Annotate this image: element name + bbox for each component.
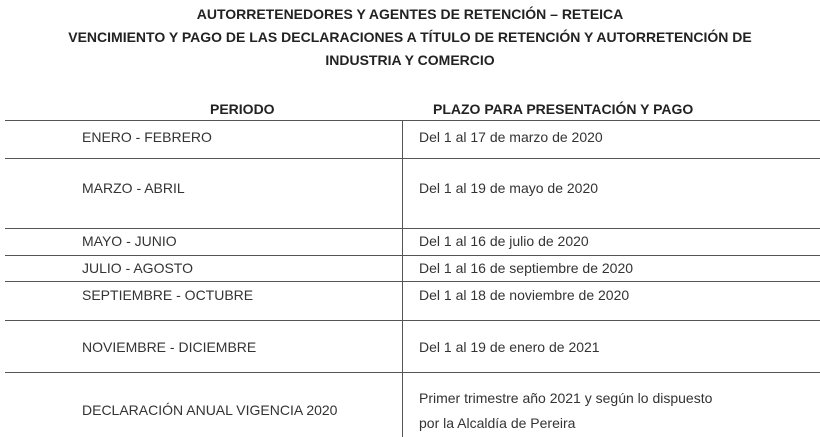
row-divider: [5, 228, 820, 229]
table-row-periodo: ENERO - FEBRERO: [82, 129, 212, 145]
row-divider: [5, 372, 820, 373]
table-row-plazo: Del 1 al 18 de noviembre de 2020: [419, 287, 630, 303]
table-row-periodo: NOVIEMBRE - DICIEMBRE: [82, 339, 257, 355]
table-row-periodo: MARZO - ABRIL: [82, 180, 185, 196]
table-row-periodo: DECLARACIÓN ANUAL VIGENCIA 2020: [82, 402, 338, 418]
row-divider: [5, 320, 820, 321]
table-row-plazo: Del 1 al 17 de marzo de 2020: [419, 129, 603, 145]
row-divider: [5, 158, 820, 159]
header-divider: [5, 120, 820, 121]
row-divider: [5, 281, 820, 282]
table-row-periodo: MAYO - JUNIO: [82, 233, 177, 249]
header-plazo: PLAZO PARA PRESENTACIÓN Y PAGO: [433, 101, 694, 117]
table-row-plazo: Primer trimestre año 2021 y según lo dispuesto por la Alcaldía de Pereira: [419, 390, 713, 431]
table-row-plazo: Del 1 al 19 de mayo de 2020: [419, 180, 599, 196]
document-title-line-1: AUTORRETENEDORES Y AGENTES DE RETENCIÓN – RETEICA: [196, 6, 624, 22]
document-title-line-2: VENCIMIENTO Y PAGO DE LAS DECLARACIONES A TÍTULO DE RETENCIÓN Y AUTORRETENCIÓN DE: [68, 29, 752, 45]
table-row-plazo: Del 1 al 16 de septiembre de 2020: [419, 260, 634, 276]
table-row-plazo: Del 1 al 19 de enero de 2021: [419, 339, 600, 355]
document-title-line-3: INDUSTRIA Y COMERCIO: [325, 52, 495, 68]
table-row-plazo: Del 1 al 16 de julio de 2020: [419, 233, 589, 249]
header-periodo: PERIODO: [210, 101, 275, 117]
table-row-periodo: JULIO - AGOSTO: [82, 260, 193, 276]
table-row-periodo: SEPTIEMBRE - OCTUBRE: [82, 287, 254, 303]
column-divider: [402, 120, 403, 437]
row-divider: [5, 255, 820, 256]
deadlines-table: [5, 98, 820, 437]
